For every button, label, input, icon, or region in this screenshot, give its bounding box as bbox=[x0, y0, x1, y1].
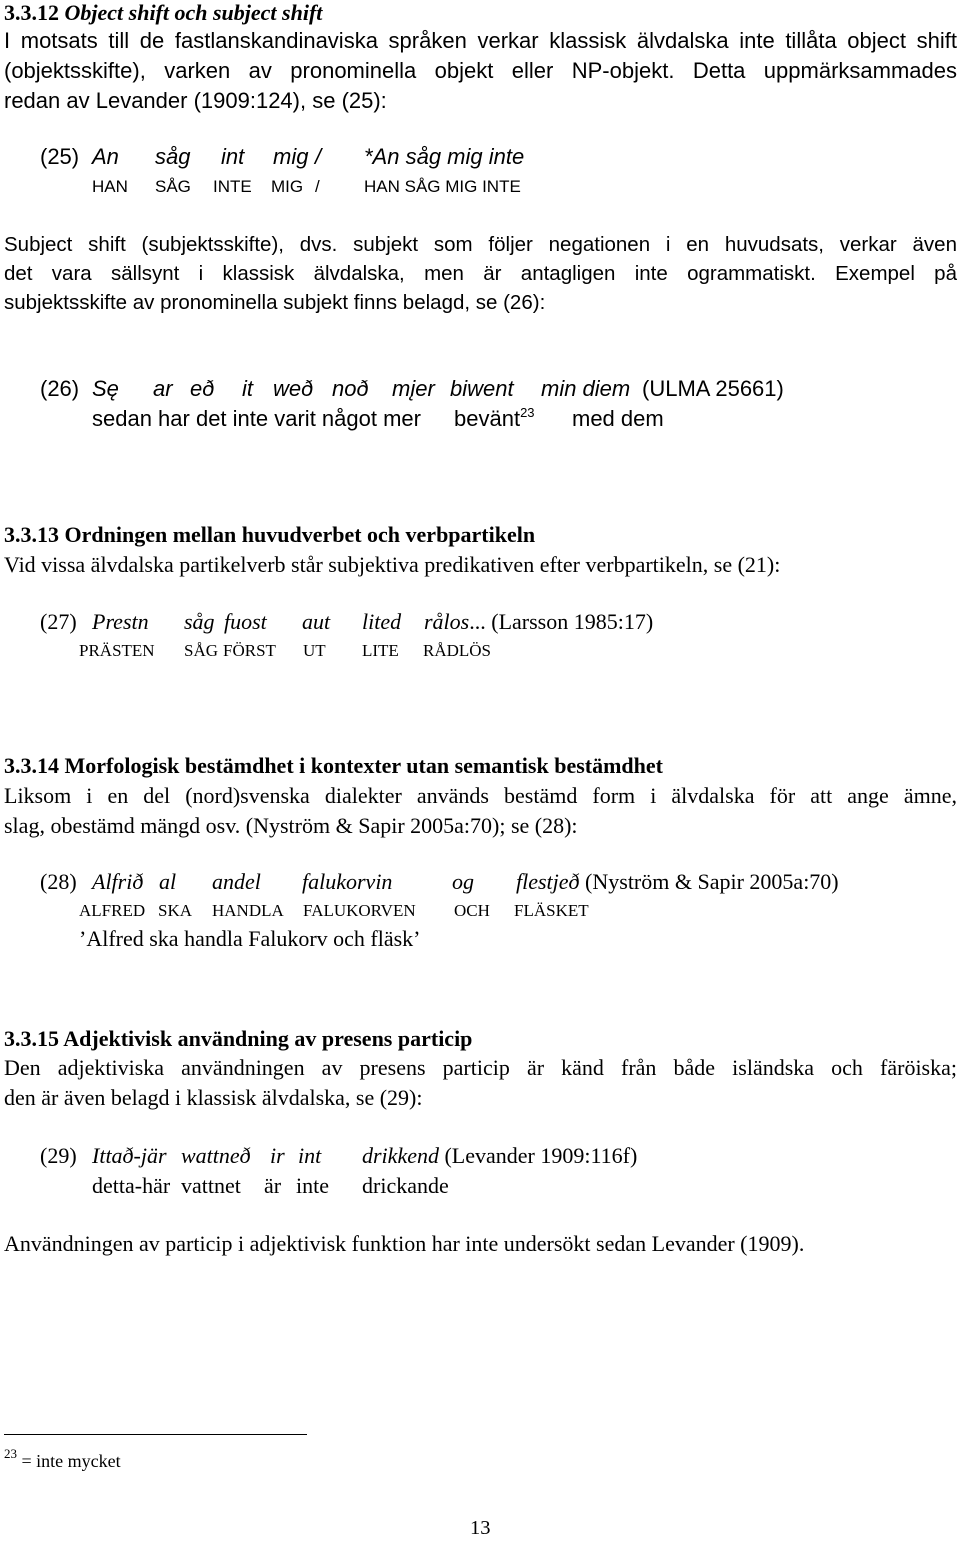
gloss-word: FALUKORVEN bbox=[303, 901, 416, 920]
gloss-word: FLÄSKET bbox=[514, 901, 589, 920]
example-word: noð bbox=[332, 376, 369, 401]
gloss-word: / bbox=[315, 177, 320, 196]
example-word: Alfrið bbox=[92, 869, 144, 894]
footnote-separator bbox=[4, 1434, 307, 1435]
gloss-word: PRÄSTEN bbox=[79, 641, 155, 660]
example-word: aut bbox=[302, 609, 331, 634]
closing-paragraph: Användningen av particip i adjektivisk funktion har inte undersökt sedan Levander (1909). bbox=[4, 1231, 805, 1256]
gloss-word: HANDLA bbox=[212, 901, 284, 920]
paragraph-line: slag, obestämd mängd osv. (Nyström & Sapir 2005a:70); se (28): bbox=[4, 813, 578, 838]
section-number: 3.3.12 bbox=[4, 0, 59, 25]
gloss-word: LITE bbox=[362, 641, 399, 660]
paragraph-line: Subject shift (subjektsskifte), dvs. subjekt som följer negationen i en huvudsats, verkar även bbox=[4, 233, 957, 256]
example-word: eð bbox=[190, 376, 215, 401]
example-word-group bbox=[424, 608, 653, 636]
ellipsis: ... bbox=[469, 609, 486, 634]
gloss-word: INTE bbox=[213, 177, 252, 196]
example-word: it bbox=[242, 376, 253, 401]
gloss-word: SÅG bbox=[184, 641, 219, 660]
example-word: mig bbox=[273, 144, 309, 169]
footnote-mark: 23 bbox=[4, 1446, 17, 1461]
example-word: ir bbox=[270, 1143, 285, 1168]
section-heading-3-3-13: 3.3.13 Ordningen mellan huvudverbet och verbpartikeln bbox=[4, 522, 536, 547]
example-word: int bbox=[221, 144, 245, 169]
example-number: (29) bbox=[40, 1143, 77, 1168]
example-translation: sedan har det inte varit något mer bbox=[92, 406, 421, 431]
example-word: An bbox=[92, 144, 119, 169]
section-heading-3-3-14: 3.3.14 Morfologisk bestämdhet i kontexter utan semantisk bestämdhet bbox=[4, 753, 663, 778]
example-word-group bbox=[516, 868, 839, 896]
gloss-word: SÅG bbox=[155, 177, 191, 196]
example-number: (27) bbox=[40, 609, 77, 634]
example-word: flestjeð bbox=[516, 869, 580, 894]
example-translation-word bbox=[454, 405, 535, 433]
gloss-word: är bbox=[264, 1173, 282, 1198]
example-source: (Nyström & Sapir 2005a:70) bbox=[585, 869, 839, 894]
paragraph-line: den är även belagd i klassisk älvdalska, se (29): bbox=[4, 1085, 423, 1110]
paragraph-line: subjektsskifte av pronominella subjekt finns belagd, se (26): bbox=[4, 291, 546, 314]
example-translation-end: med dem bbox=[572, 406, 664, 431]
paragraph-line: Vid vissa älvdalska partikelverb står subjektiva predikativen efter verbpartikeln, se (21): bbox=[4, 552, 781, 577]
gloss-word: FÖRST bbox=[223, 641, 276, 660]
example-word: Prestn bbox=[92, 609, 149, 634]
example-word: Ittað-jär bbox=[92, 1143, 167, 1168]
paragraph-line: (objektsskifte), varken av pronominella objekt eller NP-objekt. Detta uppmärksammades bbox=[4, 58, 957, 83]
gloss-word: MIG bbox=[271, 177, 304, 196]
example-source: (Larsson 1985:17) bbox=[491, 609, 654, 634]
paragraph-line: Den adjektiviska användningen av presens particip är känd från både isländska och färöiska; bbox=[4, 1055, 957, 1080]
page-number: 13 bbox=[470, 1517, 491, 1539]
example-word: weð bbox=[273, 376, 314, 401]
example-word: såg bbox=[155, 144, 191, 169]
example-word: *An såg mig inte bbox=[364, 144, 525, 169]
example-source: (ULMA 25661) bbox=[642, 376, 784, 401]
gloss-word: UT bbox=[303, 641, 326, 660]
example-word: fuost bbox=[224, 609, 267, 634]
gloss-word: HAN SÅG MIG INTE bbox=[364, 177, 521, 196]
gloss-word: detta-här bbox=[92, 1173, 171, 1198]
example-word: falukorvin bbox=[302, 869, 393, 894]
example-word: andel bbox=[212, 869, 261, 894]
example-word-group bbox=[362, 1142, 637, 1170]
gloss-word: RÅDLÖS bbox=[423, 641, 492, 660]
paragraph-line: Liksom i en del (nord)svenska dialekter används bestämd form i älvdalska för att ange ämne, bbox=[4, 783, 957, 808]
gloss-word: HAN bbox=[92, 177, 128, 196]
gloss-word: inte bbox=[296, 1173, 329, 1198]
footnote-reference: 23 bbox=[520, 405, 535, 420]
example-word: min diem bbox=[541, 376, 631, 401]
gloss-word: drickande bbox=[362, 1173, 449, 1198]
example-word: Sę bbox=[92, 376, 119, 401]
section-title: Object shift och subject shift bbox=[64, 0, 323, 25]
example-word: og bbox=[452, 869, 474, 894]
gloss-word: ALFRED bbox=[79, 901, 146, 920]
example-word: biwent bbox=[450, 376, 514, 401]
paragraph-line: det vara sällsynt i klassisk älvdalska, men är antagligen inte ogrammatiskt. Exempel på bbox=[4, 262, 957, 285]
example-number: (26) bbox=[40, 376, 80, 401]
example-number: (25) bbox=[40, 144, 80, 169]
example-word: / bbox=[315, 144, 322, 169]
gloss-word: SKA bbox=[158, 901, 193, 920]
example-number: (28) bbox=[40, 869, 77, 894]
example-word: ar bbox=[153, 376, 173, 401]
example-word: drikkend bbox=[362, 1143, 439, 1168]
paragraph-line: I motsats till de fastlanskandinaviska språken verkar klassisk älvdalska inte tillåta object shift bbox=[4, 28, 957, 53]
section-heading-3-3-15: 3.3.15 Adjektivisk användning av presens particip bbox=[4, 1026, 473, 1051]
example-word: såg bbox=[184, 609, 215, 634]
example-word: lited bbox=[362, 609, 402, 634]
example-word: int bbox=[298, 1143, 322, 1168]
example-word: wattneð bbox=[181, 1143, 251, 1168]
example-source: (Levander 1909:116f) bbox=[444, 1143, 638, 1168]
footnote-text: = inte mycket bbox=[21, 1451, 121, 1471]
example-word: al bbox=[159, 869, 177, 894]
example-translation: ’Alfred ska handla Falukorv och fläsk’ bbox=[79, 926, 421, 951]
translation-word: bevänt bbox=[454, 406, 521, 431]
gloss-word: OCH bbox=[454, 901, 490, 920]
example-word: mįer bbox=[392, 376, 435, 401]
paragraph-line: redan av Levander (1909:124), se (25): bbox=[4, 88, 387, 113]
example-word: rålos bbox=[424, 609, 470, 634]
footnote bbox=[4, 1446, 121, 1472]
section-heading-3-3-12 bbox=[4, 0, 322, 27]
gloss-word: vattnet bbox=[181, 1173, 241, 1198]
